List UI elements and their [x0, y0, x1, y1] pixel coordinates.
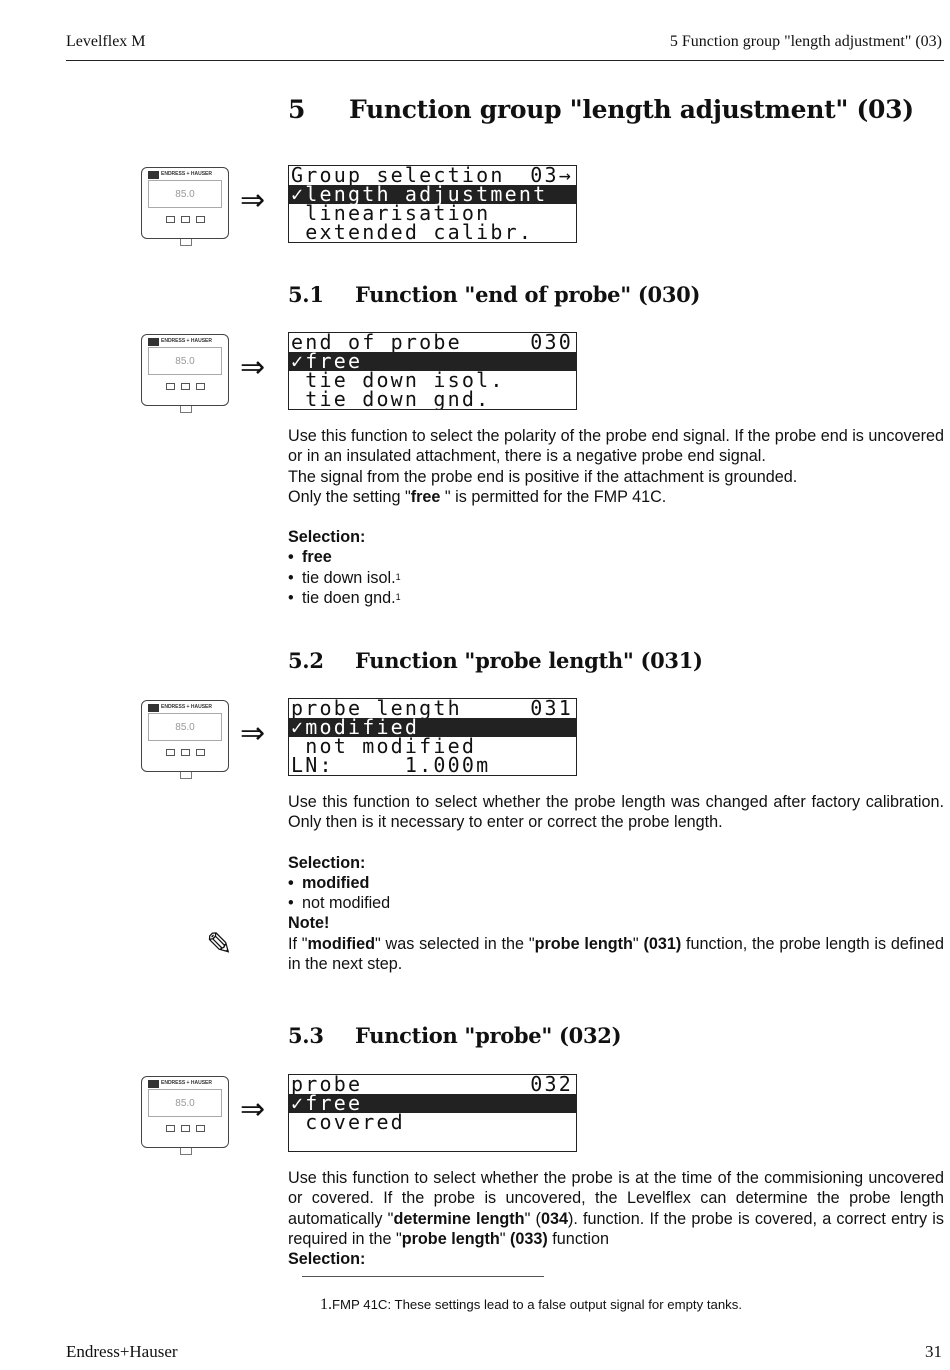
lcd-display: [288, 332, 577, 410]
selection-label: Selection:: [288, 853, 366, 872]
selection-list: [288, 873, 944, 914]
eh-logo-icon: [148, 171, 159, 179]
lcd-code: 030: [530, 333, 573, 352]
device-brand: ENDRESS + HAUSER: [161, 338, 212, 344]
lcd-code: 031: [530, 699, 573, 718]
list-item: • not modified: [288, 893, 944, 913]
chapter-title-text: Function group "length adjustment" (03): [349, 95, 914, 124]
lcd-row: tie down isol.: [291, 371, 505, 390]
lcd-row-selected: ✓free: [289, 352, 576, 371]
lcd-row: [289, 1132, 576, 1151]
lcd-row: tie down gnd.: [291, 390, 491, 409]
device-brand: ENDRESS + HAUSER: [161, 171, 212, 177]
device-display: 85.0: [148, 180, 222, 208]
lcd-row-text: end of probe: [291, 333, 462, 352]
paragraph: Use this function to select the polarity of the probe end signal. If the probe end is uncovered or in an insulated attachment, there is a negative probe end signal.: [288, 427, 944, 466]
section-number: 5.2: [288, 648, 324, 673]
list-item: • modified: [288, 873, 944, 893]
lcd-display: [288, 165, 577, 243]
section-number: 5.1: [288, 282, 324, 307]
footnote-rule: [302, 1276, 544, 1277]
eh-logo-icon: [148, 1080, 159, 1088]
lcd-row-text: Group selection: [291, 166, 505, 185]
list-item: • tie down isol.$^1$: [288, 568, 944, 588]
selection-label: Selection:: [288, 1250, 366, 1269]
lcd-row-selected: ✓length adjustment: [289, 185, 576, 204]
lcd-row: not modified: [291, 737, 477, 756]
paragraph: Use this function to select whether the probe length was changed after factory calibration. Only then is it necessary to enter or correct the probe length.: [288, 793, 944, 832]
section-heading: [0, 282, 950, 312]
chapter-number: 5: [288, 95, 306, 124]
lcd-code: 032: [530, 1075, 573, 1094]
lcd-row: LN: 1.000m: [291, 756, 491, 775]
footnote: 1.FMP 41C: These settings lead to a false output signal for empty tanks.: [320, 1296, 743, 1313]
paragraph: The signal from the probe end is positive if the attachment is grounded.: [288, 467, 798, 486]
section-number: 5.3: [288, 1023, 324, 1048]
section-title: Function "probe length" (031): [355, 648, 703, 673]
implies-arrow-icon: ⇒: [240, 184, 266, 217]
device-display: 85.0: [148, 1089, 222, 1117]
device-icon: [141, 334, 229, 406]
lcd-row: [289, 166, 576, 185]
lcd-row-selected: ✓modified: [289, 718, 576, 737]
paragraph: Only the setting "free " is permitted for the FMP 41C.: [288, 487, 667, 506]
selection-label: Selection:: [288, 528, 366, 547]
lcd-row-selected: ✓free: [289, 1094, 576, 1113]
device-display: 85.0: [148, 713, 222, 741]
page-number: 31: [925, 1342, 942, 1361]
section-title: Function "probe" (032): [355, 1023, 622, 1048]
lcd-display: [288, 698, 577, 776]
lcd-row: linearisation: [291, 204, 491, 223]
section-body: [288, 1168, 944, 1269]
running-header-left: Levelflex M: [66, 33, 146, 50]
section-heading: [0, 1023, 950, 1053]
pencil-note-icon: ✎: [206, 926, 233, 962]
section-body: [288, 792, 944, 974]
section-heading: [0, 648, 950, 678]
lcd-row-text: probe length: [291, 699, 462, 718]
device-display: 85.0: [148, 347, 222, 375]
paragraph: Use this function to select whether the probe is at the time of the commisioning uncovered or covered. If the probe is uncovered, the Levelflex can determine the probe length automatically "determine length" (034). function. If the probe is covered, a correct entry is required in the "probe length" (033) function: [288, 1169, 944, 1248]
note-text: If "modified" was selected in the "probe length" (031) function, the probe length is defined in the next step.: [288, 934, 944, 974]
eh-logo-icon: [148, 704, 159, 712]
device-icon: [141, 700, 229, 772]
lcd-display: [288, 1074, 577, 1152]
implies-arrow-icon: ⇒: [240, 717, 266, 750]
device-brand: ENDRESS + HAUSER: [161, 704, 212, 710]
footer-brand: Endress+Hauser: [66, 1342, 178, 1361]
header-rule: [66, 60, 944, 61]
device-icon: [141, 1076, 229, 1148]
note-label: Note!: [288, 914, 330, 933]
lcd-row: covered: [291, 1113, 405, 1132]
implies-arrow-icon: ⇒: [240, 351, 266, 384]
section-body: [288, 426, 944, 608]
device-brand: ENDRESS + HAUSER: [161, 1080, 212, 1086]
list-item: • tie doen gnd.$^1$: [288, 588, 944, 608]
lcd-code: 03→: [530, 166, 573, 185]
lcd-row-text: probe: [291, 1075, 363, 1094]
eh-logo-icon: [148, 338, 159, 346]
device-icon: [141, 167, 229, 239]
selection-list: [288, 547, 944, 608]
chapter-title: [0, 95, 950, 131]
implies-arrow-icon: ⇒: [240, 1093, 266, 1126]
running-header-right: 5 Function group "length adjustment" (03): [669, 33, 942, 50]
section-title: Function "end of probe" (030): [355, 282, 701, 307]
lcd-row: extended calibr.: [291, 223, 534, 242]
list-item: • free: [288, 547, 944, 567]
